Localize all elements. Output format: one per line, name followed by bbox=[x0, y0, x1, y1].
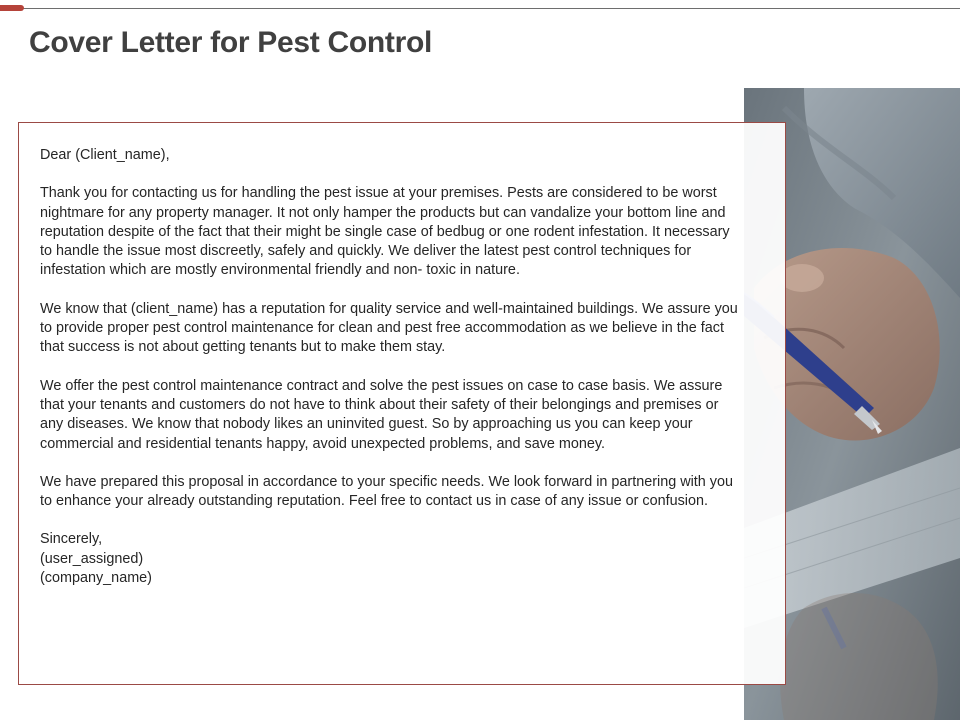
letter-paragraph-3: We offer the pest control maintenance contract and solve the pest issues on case to case basis. We assure that your tenants and customers do not have to think about their safety of their belongings and premises or any diseases. We know that nobody likes an uninvited guest. So by approaching us you can keep your commercial and residential tenants happy, avoid unexpected problems, and save money. bbox=[40, 377, 723, 452]
signature-user: (user_assigned) bbox=[40, 550, 144, 567]
letter-paragraph-1: Thank you for contacting us for handling the pest issue at your premises. Pests are considered to be worst nightmare for any property manager. It not only hamper the products but can vandalize your bottom line and reputation despite of the fact that their might be single case of bedbug or one rodent infestation. It necessary to handle the issue most discreetly, safely and quickly. We deliver the latest pest control techniques for infestation which are mostly environmental friendly and non- toxic in nature. bbox=[40, 185, 730, 279]
letter-closing: Sincerely, bbox=[40, 531, 103, 548]
letter-paragraph-4: We have prepared this proposal in accordance to your specific needs. We look forward in partnering with you to enhance your already outstanding reputation. Feel free to contact us in case of any issue or confusion. bbox=[40, 473, 733, 510]
top-rule bbox=[0, 8, 960, 9]
letter-paragraph-2: We know that (client_name) has a reputation for quality service and well-maintained buildings. We assure you to provide proper pest control maintenance for clean and pest free accommodation as we believe in the fact that success is not about getting tenants but to make them stay. bbox=[40, 300, 738, 356]
letter-salutation: Dear (Client_name), bbox=[40, 147, 170, 163]
signature-company: (company_name) bbox=[40, 570, 152, 587]
letter-body bbox=[40, 146, 740, 588]
page-title: Cover Letter for Pest Control bbox=[29, 26, 433, 59]
top-accent-bar bbox=[0, 5, 24, 11]
